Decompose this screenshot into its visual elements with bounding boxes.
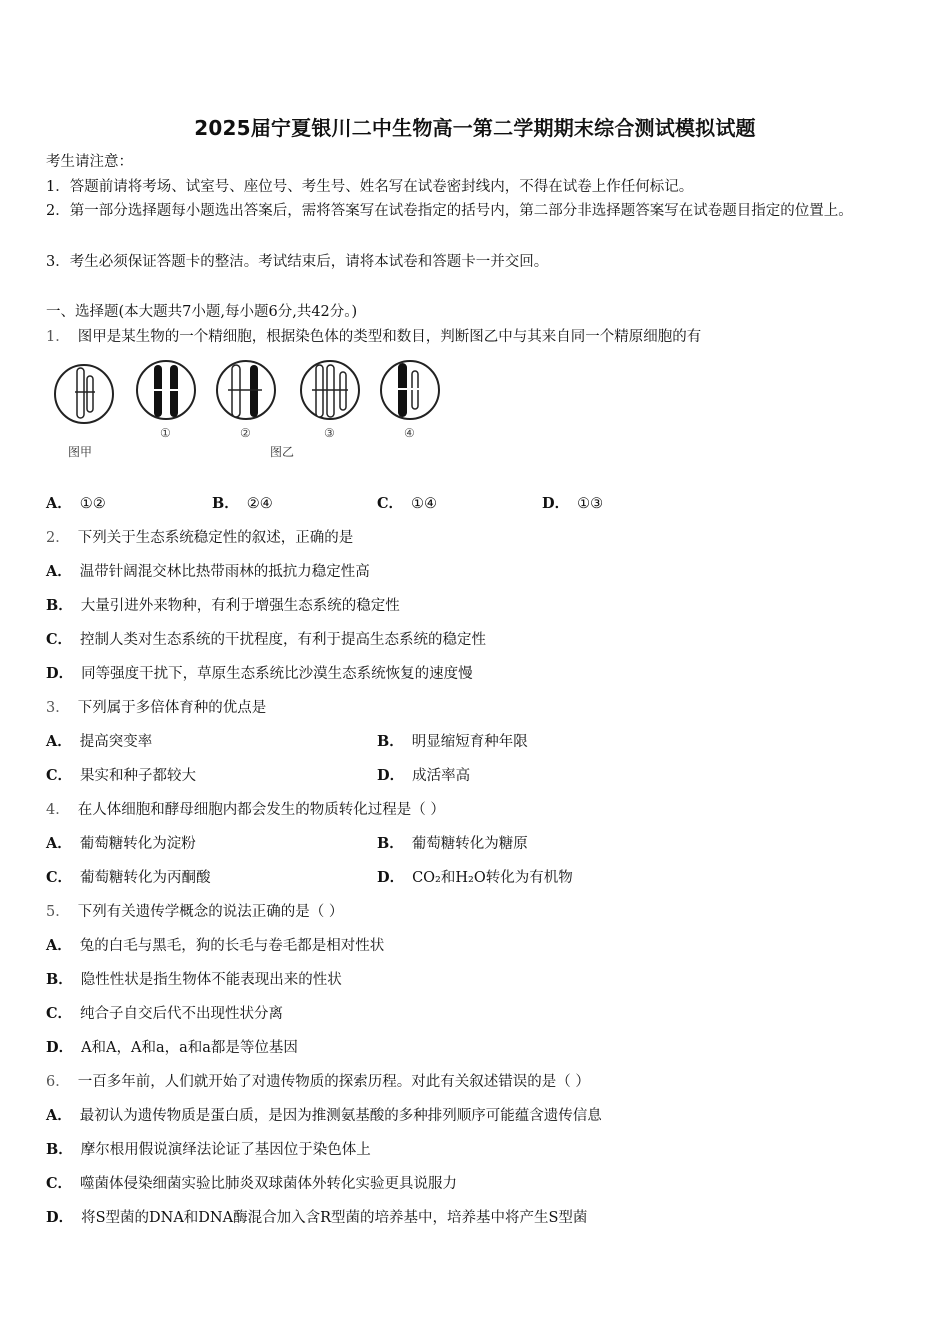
option-row <box>46 1106 602 1126</box>
option-label: A． <box>46 835 72 852</box>
option-text: ②④ <box>246 496 273 512</box>
option-row <box>212 494 273 514</box>
question-number: 5． <box>46 904 70 920</box>
option-text: 摩尔根用假说演绎法论证了基因位于染色体上 <box>80 1142 371 1158</box>
option-text: 葡萄糖转化为淀粉 <box>79 836 196 852</box>
question-number: 6． <box>46 1074 70 1090</box>
option-label: C． <box>46 1175 73 1192</box>
option-label: B． <box>46 597 73 614</box>
question-text: 一百多年前，人们就开始了对遗传物质的探索历程。对此有关叙述错误的是（ ） <box>77 1074 590 1090</box>
option-label: B． <box>377 835 404 852</box>
option-row <box>46 868 211 888</box>
option-text: 成活率高 <box>412 768 471 784</box>
option-text: 噬菌体侵染细菌实验比肺炎双球菌体外转化实验更具说服力 <box>80 1176 458 1192</box>
question-5 <box>46 902 343 922</box>
option-row <box>542 494 603 514</box>
option-text: ①④ <box>411 496 438 512</box>
option-row <box>46 1038 298 1058</box>
option-text: 最初认为遗传物质是蛋白质，是因为推测氨基酸的多种排列顺序可能蕴含遗传信息 <box>79 1108 602 1124</box>
figure-label-3: ③ <box>324 426 335 440</box>
notice-item: 1．答题前请将考场、试室号、座位号、考生号、姓名写在试卷密封线内，不得在试卷上作任何标记。 <box>46 179 694 195</box>
question-2 <box>46 528 353 548</box>
page-title: 2025届宁夏银川二中生物高一第二学期期末综合测试模拟试题 <box>194 116 756 140</box>
option-text: 同等强度干扰下，草原生态系统比沙漠生态系统恢复的速度慢 <box>81 666 473 682</box>
option-row <box>377 732 528 752</box>
option-row <box>377 834 528 854</box>
option-label: D． <box>377 767 405 784</box>
figure-label-2: ② <box>240 426 251 440</box>
question-number: 4． <box>46 802 70 818</box>
option-text: 葡萄糖转化为糖原 <box>411 836 528 852</box>
option-row <box>377 868 573 888</box>
question-3 <box>46 698 266 718</box>
option-text: 控制人类对生态系统的干扰程度，有利于提高生态系统的稳定性 <box>80 632 487 648</box>
option-text: ①③ <box>577 496 604 512</box>
figure-label-4: ④ <box>404 426 415 440</box>
option-label: B． <box>46 971 73 988</box>
option-text: CO₂和H₂O转化为有机物 <box>412 870 573 886</box>
option-text: 温带针阔混交林比热带雨林的抵抗力稳定性高 <box>79 564 370 580</box>
option-label: B． <box>377 733 404 750</box>
option-text: A和A，A和a，a和a都是等位基因 <box>81 1040 298 1056</box>
notice-heading: 考生请注意： <box>46 154 133 170</box>
option-text: ①② <box>79 496 106 512</box>
question-4 <box>46 800 445 820</box>
option-row <box>46 834 196 854</box>
cell-jia-icon <box>55 365 113 423</box>
option-label: A． <box>46 495 72 512</box>
option-label: D． <box>542 495 570 512</box>
option-row <box>46 1140 371 1160</box>
option-label: C． <box>46 631 73 648</box>
section-heading: 一、选择题(本大题共7小题,每小题6分,共42分。) <box>46 304 358 320</box>
figure-caption-jia: 图甲 <box>68 445 93 459</box>
option-text: 兔的白毛与黑毛，狗的长毛与卷毛都是相对性状 <box>79 938 385 954</box>
option-row <box>46 596 400 616</box>
cell-3-icon <box>301 361 359 419</box>
option-text: 纯合子自交后代不出现性状分离 <box>80 1006 284 1022</box>
option-label: C． <box>377 495 404 512</box>
figure-caption-yi: 图乙 <box>270 445 295 459</box>
question-text: 下列关于生态系统稳定性的叙述，正确的是 <box>77 530 354 546</box>
question-text: 图甲是某生物的一个精细胞，根据染色体的类型和数目，判断图乙中与其来自同一个精原细胞的有 <box>77 329 702 345</box>
question-1 <box>46 327 701 347</box>
question-number: 3． <box>46 700 70 716</box>
notice-item: 2．第一部分选择题每小题选出答案后，需将答案写在试卷指定的括号内，第二部分非选择题答案写在试卷题目指定的位置上。 <box>46 203 853 219</box>
option-text: 将S型菌的DNA和DNA酶混合加入含R型菌的培养基中，培养基中将产生S型菌 <box>81 1210 588 1226</box>
question-text: 下列属于多倍体育种的优点是 <box>77 700 267 716</box>
cell-2-icon <box>217 361 275 419</box>
option-label: D． <box>46 1209 74 1226</box>
chromosome-figure <box>46 356 466 468</box>
option-label: C． <box>46 1005 73 1022</box>
option-label: A． <box>46 563 72 580</box>
question-text: 下列有关遗传学概念的说法正确的是（ ） <box>77 904 344 920</box>
option-row <box>46 630 486 650</box>
option-row <box>46 1208 587 1228</box>
option-label: B． <box>46 1141 73 1158</box>
option-text: 提高突变率 <box>79 734 153 750</box>
option-text: 明显缩短育种年限 <box>411 734 528 750</box>
option-label: A． <box>46 1107 72 1124</box>
question-number: 2． <box>46 530 70 546</box>
option-text: 大量引进外来物种，有利于增强生态系统的稳定性 <box>80 598 400 614</box>
option-row <box>46 970 342 990</box>
option-row <box>377 494 437 514</box>
option-row <box>46 1004 283 1024</box>
notice-item: 3．考生必须保证答题卡的整洁。考试结束后，请将本试卷和答题卡一并交回。 <box>46 254 549 270</box>
option-label: A． <box>46 937 72 954</box>
option-row <box>46 562 370 582</box>
cell-1-icon <box>137 361 195 419</box>
cell-4-icon <box>381 361 439 419</box>
option-label: D． <box>46 665 74 682</box>
option-text: 葡萄糖转化为丙酮酸 <box>80 870 211 886</box>
option-label: D． <box>377 869 405 886</box>
option-label: A． <box>46 733 72 750</box>
option-text: 果实和种子都较大 <box>80 768 197 784</box>
option-row <box>46 1174 457 1194</box>
option-label: D． <box>46 1039 74 1056</box>
option-row <box>46 766 196 786</box>
option-label: B． <box>212 495 239 512</box>
option-label: C． <box>46 767 73 784</box>
option-label: C． <box>46 869 73 886</box>
option-row <box>46 664 473 684</box>
question-text: 在人体细胞和酵母细胞内都会发生的物质转化过程是（ ） <box>77 802 445 818</box>
figure-label-1: ① <box>160 426 171 440</box>
option-row <box>46 732 152 752</box>
option-row <box>46 936 384 956</box>
question-6 <box>46 1072 590 1092</box>
option-text: 隐性性状是指生物体不能表现出来的性状 <box>80 972 342 988</box>
question-number: 1． <box>46 329 70 345</box>
option-row <box>377 766 470 786</box>
option-row <box>46 494 106 514</box>
